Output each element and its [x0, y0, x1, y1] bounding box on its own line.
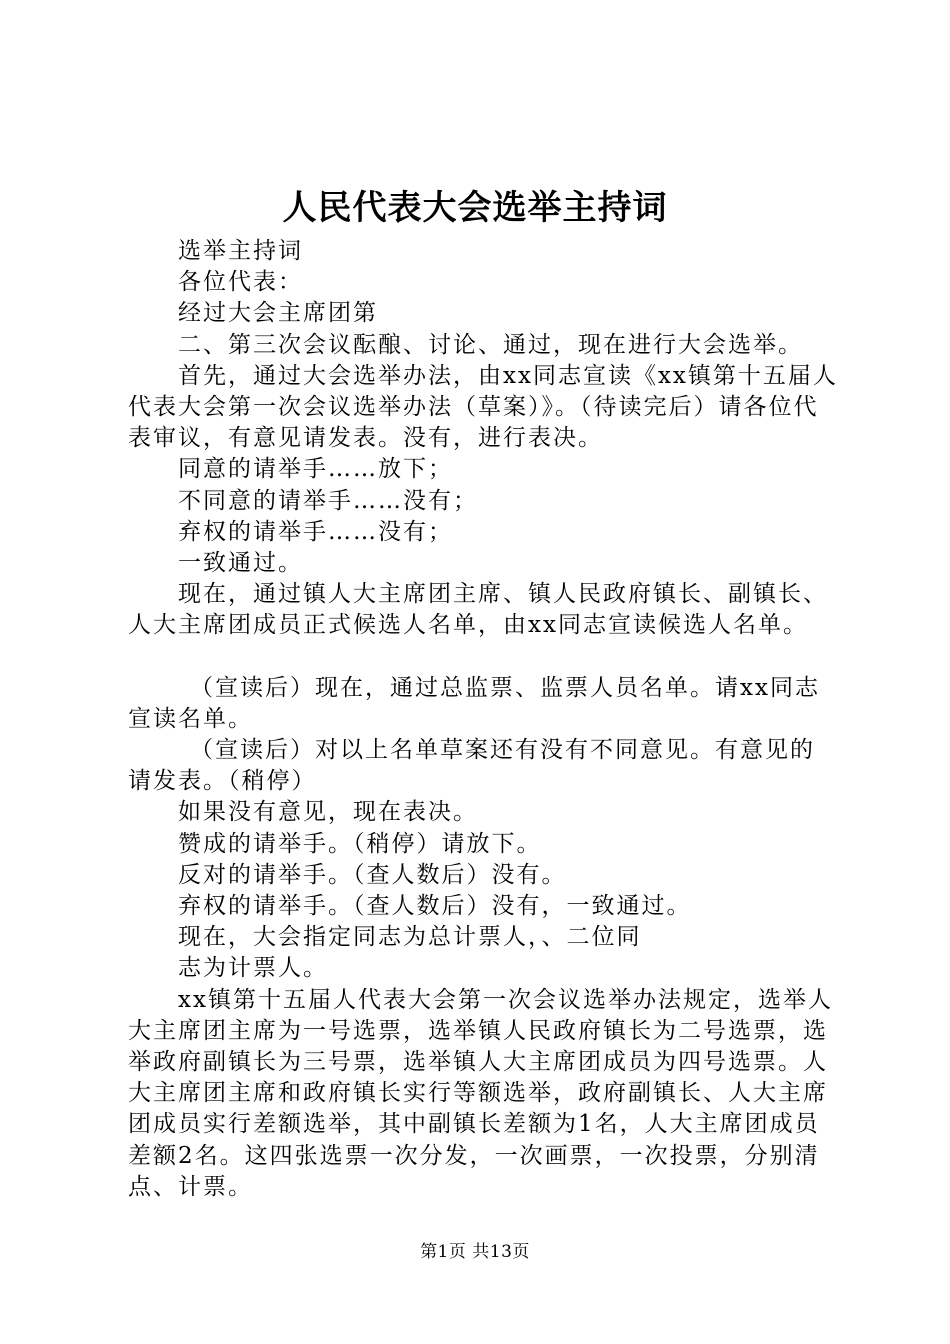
paragraph-19: xx镇第十五届人代表大会第一次会议选举办法规定，选举人大主席团主席为一号选票，选举镇人民政府镇长为二号选票，选举政府副镇长为三号票，选举镇人大主席团成员为四号选票。人大主席团主席和政府镇长实行等额选举，政府副镇长、人大主席团成员实行差额选举，其中副镇长差额为1名，人大主席团成员差额2名。这四张选票一次分发，一次画票，一次投票，分别清点、计票。	[128, 986, 833, 1200]
paragraph-9: 一致通过。	[178, 550, 303, 577]
page-footer	[0, 1240, 950, 1264]
paragraph-15: 反对的请举手。（查人数后）没有。	[178, 861, 567, 888]
page-indicator: 第1页 共13页	[420, 1242, 530, 1262]
paragraph-8: 弃权的请举手……没有；	[178, 518, 453, 545]
paragraph-2: 各位代表：	[178, 269, 303, 296]
paragraph-11: （宣读后）现在，通过总监票、监票人员名单。请xx同志宣读名单。	[128, 674, 820, 732]
paragraph-1: 选举主持词	[178, 238, 303, 264]
paragraph-4: 二、第三次会议酝酿、讨论、通过，现在进行大会选举。	[178, 331, 803, 358]
document-body	[128, 236, 838, 1203]
paragraph-13: 如果没有意见，现在表决。	[178, 799, 478, 826]
paragraph-6: 同意的请举手……放下；	[178, 456, 453, 483]
paragraph-10: 现在，通过镇人大主席团主席、镇人民政府镇长、副镇长、人大主席团成员正式候选人名单，由xx同志宣读候选人名单。	[128, 581, 828, 639]
document-title: 人民代表大会选举主持词	[282, 188, 668, 228]
paragraph-5: 首先，通过大会选举办法，由xx同志宣读《xx镇第十五届人代表大会第一次会议选举办法（草案）》。（待读完后）请各位代表审议，有意见请发表。没有，进行表决。	[128, 362, 838, 452]
paragraph-12: （宣读后）对以上名单草案还有没有不同意见。有意见的请发表。（稍停）	[128, 737, 815, 795]
paragraph-7: 不同意的请举手……没有；	[178, 487, 478, 514]
paragraph-17: 现在，大会指定同志为总计票人，、二位同	[178, 924, 642, 951]
paragraph-14: 赞成的请举手。（稍停）请放下。	[178, 830, 542, 857]
paragraph-18: 志为计票人。	[178, 955, 328, 982]
paragraph-3: 经过大会主席团第	[178, 300, 378, 327]
paragraph-16: 弃权的请举手。（查人数后）没有，一致通过。	[178, 893, 692, 920]
